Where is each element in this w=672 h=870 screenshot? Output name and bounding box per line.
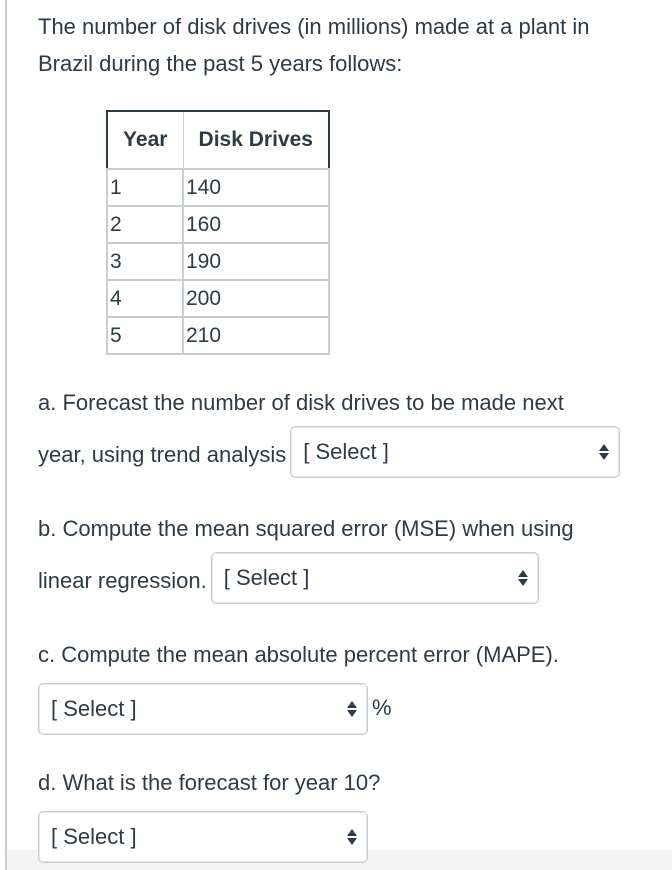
- drive-cell: 210: [183, 317, 329, 354]
- answer-b-select-label: [ Select ]: [223, 565, 310, 590]
- select-arrows-icon: [518, 570, 528, 586]
- table-row: [107, 280, 329, 317]
- answer-b-select[interactable]: [211, 552, 539, 604]
- table-row: [107, 317, 329, 354]
- header-year: Year: [107, 111, 183, 169]
- header-disk-drives: Disk Drives: [183, 111, 329, 169]
- drive-cell: 160: [183, 206, 329, 243]
- year-cell: 4: [107, 280, 183, 317]
- question-c: [38, 629, 648, 735]
- table-row: [107, 243, 329, 280]
- question-c-answer-row: [38, 681, 648, 735]
- question-b-text: linear regression.: [38, 568, 207, 593]
- question-b-line2: [38, 555, 648, 607]
- answer-c-select[interactable]: [38, 683, 368, 735]
- question-b: [38, 503, 648, 607]
- answer-a-select[interactable]: [290, 426, 620, 478]
- answer-a-select-label: [ Select ]: [303, 439, 389, 464]
- drive-cell: 200: [183, 280, 329, 317]
- left-border: [5, 0, 7, 870]
- year-cell: 5: [107, 317, 183, 354]
- answer-c-select-label: [ Select ]: [51, 696, 137, 721]
- drive-cell: 140: [183, 169, 329, 206]
- answer-d-select-label: [ Select ]: [51, 824, 137, 849]
- question-a-text: year, using trend analysis: [38, 442, 287, 467]
- question-d-answer-row: [38, 809, 648, 863]
- year-cell: 3: [107, 243, 183, 280]
- year-cell: 2: [107, 206, 183, 243]
- question-c-line1: c. Compute the mean absolute percent error (MAPE).: [38, 642, 559, 667]
- percent-suffix: %: [372, 695, 392, 720]
- select-arrows-icon: [347, 701, 357, 717]
- table-row: [107, 206, 329, 243]
- year-cell: 1: [107, 169, 183, 206]
- intro-text: The number of disk drives (in millions) made at a plant in Brazil during the past 5 years follows:: [38, 14, 590, 76]
- question-content: [38, 8, 648, 863]
- drive-cell: 190: [183, 243, 329, 280]
- question-b-line1: b. Compute the mean squared error (MSE) when using: [38, 516, 574, 541]
- select-arrows-icon: [599, 444, 609, 460]
- disk-drive-table: [106, 110, 330, 355]
- answer-d-select[interactable]: [38, 811, 368, 863]
- table-row: [107, 169, 329, 206]
- select-arrows-icon: [347, 829, 357, 845]
- question-d: [38, 757, 648, 863]
- question-a: [38, 377, 648, 481]
- question-a-line1: a. Forecast the number of disk drives to be made next: [38, 390, 564, 415]
- question-d-line1: d. What is the forecast for year 10?: [38, 770, 381, 795]
- question-a-line2: [38, 429, 648, 481]
